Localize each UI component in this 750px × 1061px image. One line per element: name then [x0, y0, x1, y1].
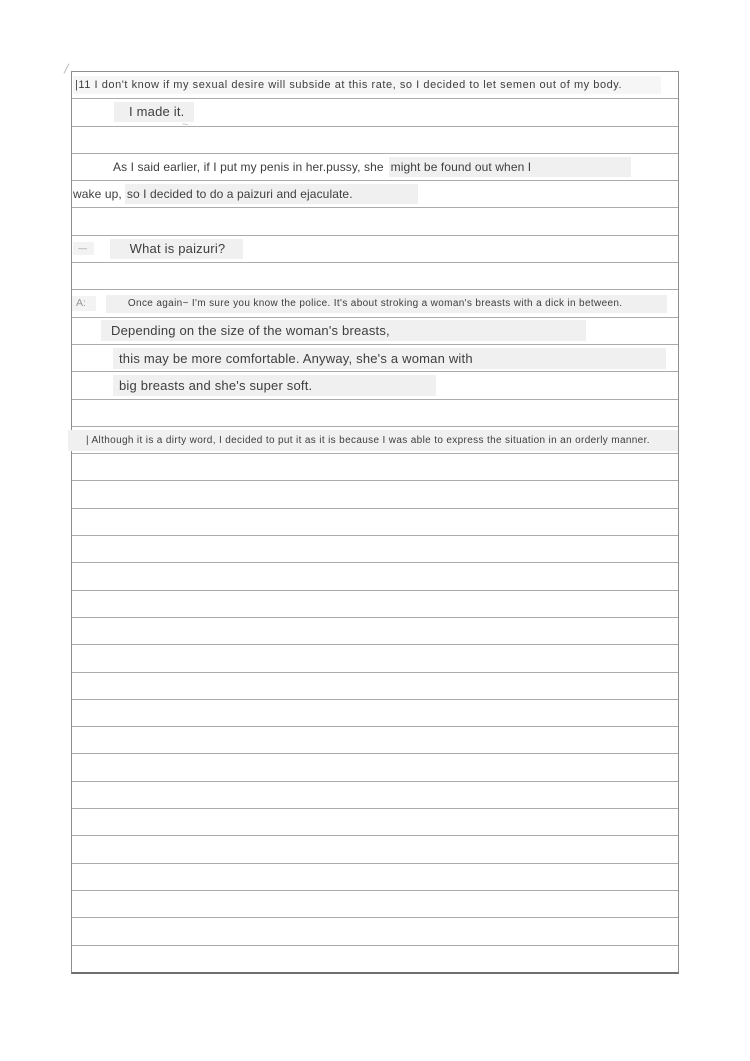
table-row-10 [72, 318, 678, 345]
table-row-empty [72, 700, 678, 727]
highlight-band [101, 320, 586, 341]
table-row-empty [72, 454, 678, 481]
table-row-empty [72, 754, 678, 781]
row-marker: ---- [73, 242, 94, 255]
table-row-empty [72, 727, 678, 754]
cell-text: Once again~ I'm sure you know the police. It's about stroking a woman's breasts with a dick in between. [127, 297, 623, 309]
table-row-empty [72, 782, 678, 809]
cell-text: As I said earlier, if I put my penis in her.pussy, she [113, 160, 384, 175]
cell-text: |11 I don't know if my sexual desire will subside at this rate, so I decided to let semen out of my body. [75, 79, 623, 92]
highlight-band [106, 295, 668, 313]
cell-text: What is paizuri? [129, 240, 226, 256]
table-row-empty [72, 946, 678, 972]
table-row-empty [72, 645, 678, 672]
table-row-11 [72, 345, 678, 372]
table-row-empty [72, 809, 678, 836]
table-row-empty [72, 891, 678, 918]
corner-tick-artifact [63, 63, 69, 73]
table-row-5 [72, 181, 678, 208]
highlight-band [68, 430, 678, 451]
table-row-2 [72, 99, 678, 131]
table-row-empty [72, 918, 678, 945]
table-row-empty [72, 673, 678, 700]
table-row-empty [72, 400, 678, 427]
table-row-empty [72, 263, 678, 290]
table-row-14 [72, 427, 678, 454]
cell-text: so I decided to do a paizuri and ejaculate. [126, 187, 353, 202]
table-row-12 [72, 372, 678, 399]
translation-script-table [71, 71, 679, 974]
row-marker: A: [72, 296, 96, 311]
table-row-4 [72, 154, 678, 181]
table-row-empty [72, 618, 678, 645]
table-row-empty [72, 836, 678, 863]
table-row-empty [72, 864, 678, 891]
cell-text: wake up, [73, 187, 122, 202]
highlight-band [113, 375, 436, 396]
table-row-empty [72, 509, 678, 536]
cell-text: this may be more comfortable. Anyway, she's a woman with [119, 350, 473, 366]
table-row-empty [72, 127, 678, 154]
highlight-band [113, 348, 666, 369]
cell-text: might be found out when I [390, 160, 532, 175]
cell-text: Depending on the size of the woman's breasts, [111, 323, 390, 339]
table-row-empty [72, 536, 678, 563]
highlight-band [389, 157, 632, 177]
table-row-7 [72, 236, 678, 263]
highlight-band [110, 239, 243, 259]
cell-text: big breasts and she's super soft. [119, 377, 313, 393]
table-row-empty [72, 208, 678, 235]
table-row-empty [72, 591, 678, 618]
table-row-empty [72, 481, 678, 508]
highlight-band [125, 184, 418, 204]
table-row-empty [72, 563, 678, 590]
squiggle-artifact: ~ [182, 118, 189, 131]
table-row-9 [72, 290, 678, 317]
cell-text: I made it. [129, 104, 185, 120]
cell-text: | Although it is a dirty word, I decided to put it as it is because I was able to express the situation in an orderly manner. [86, 434, 650, 446]
table-row-1 [72, 72, 678, 99]
